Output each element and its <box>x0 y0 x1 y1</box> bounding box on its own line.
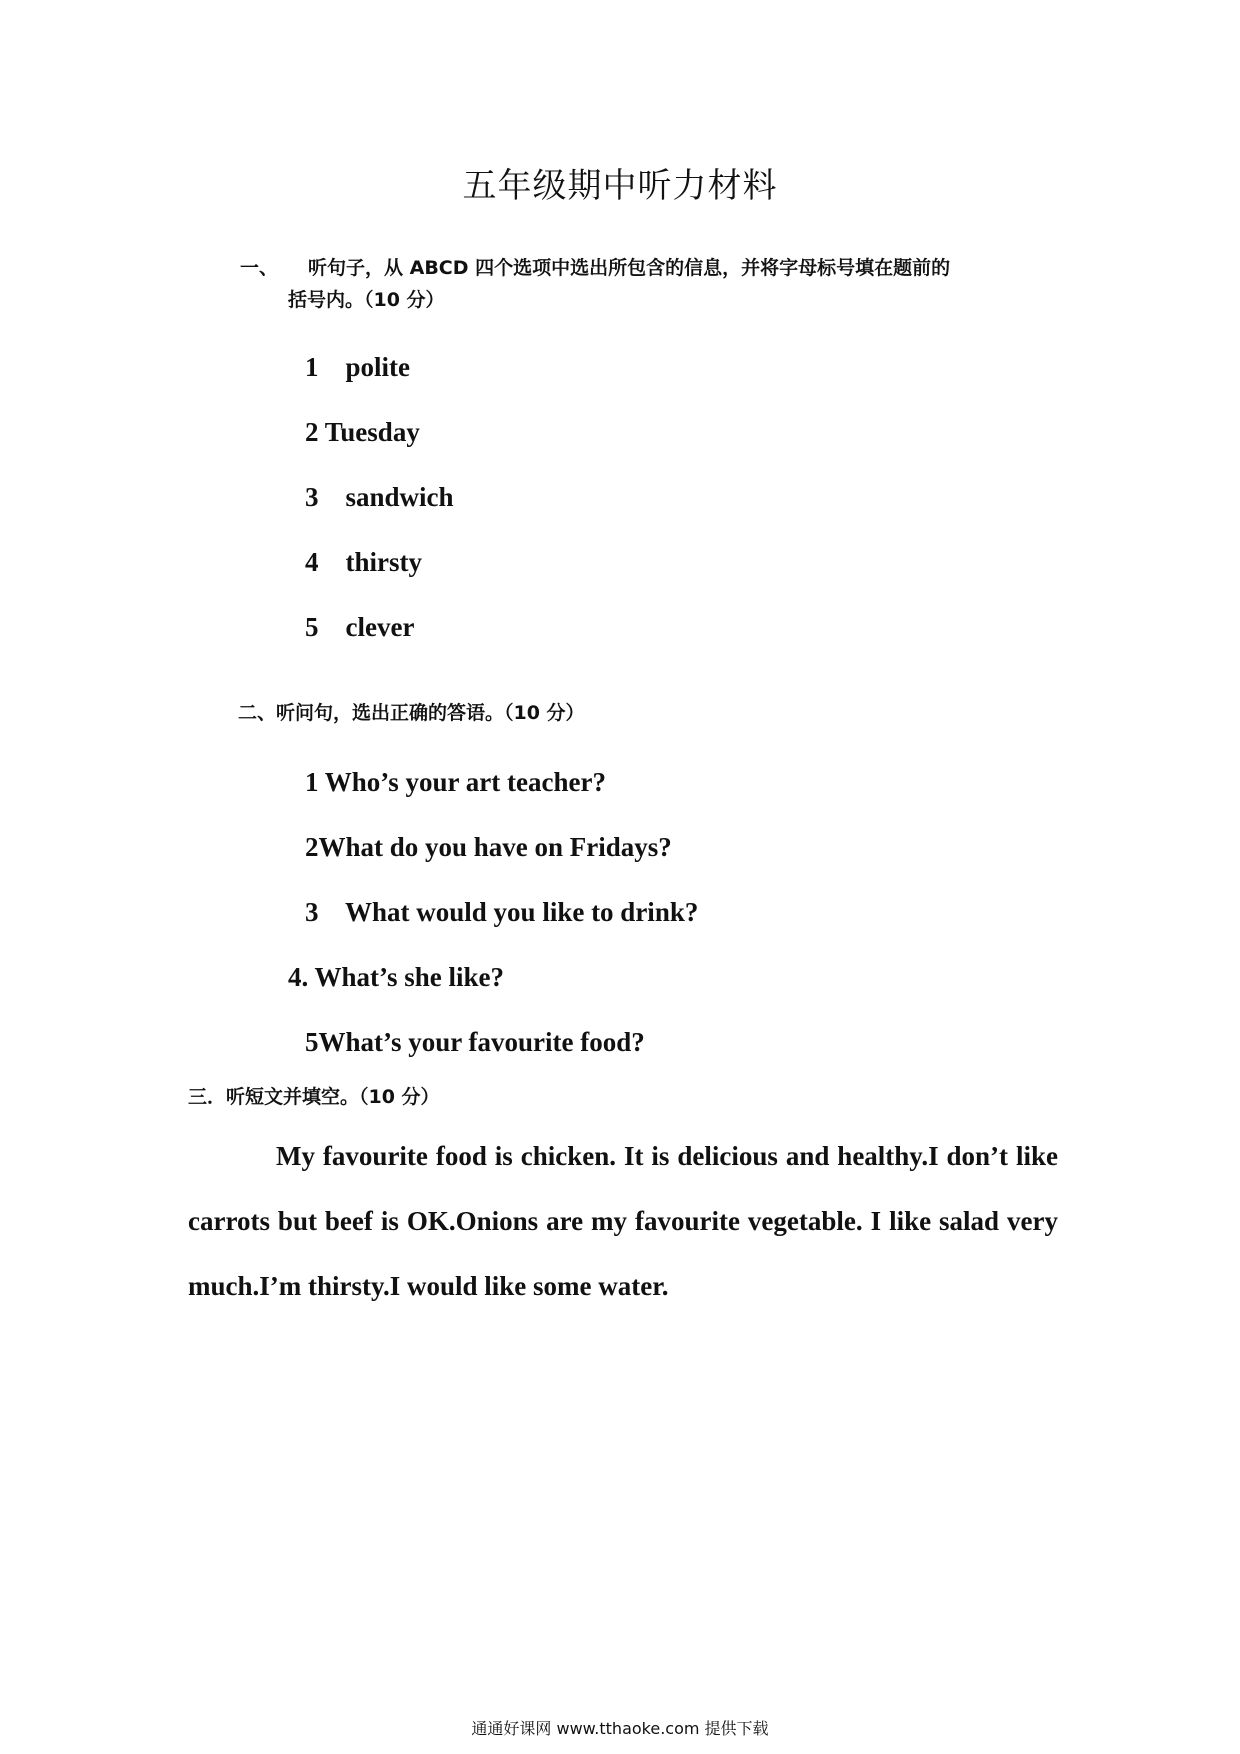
section2-item-2: 2What do you have on Fridays? <box>305 832 672 862</box>
section1-instruction-line1: 听句子，从 ABCD 四个选项中选出所包含的信息，并将字母标号填在题前的 <box>308 257 951 279</box>
section1-item-2: 2 Tuesday <box>305 417 420 447</box>
section1-item-4: 4 thirsty <box>305 547 422 577</box>
section2-item-4: 4. What’s she like? <box>288 962 505 992</box>
passage-text: My favourite food is chicken. It is delicious and healthy.I don’t like carrots but beef is OK.Onions are my favourite vegetable. I like salad very much.I’m thirsty.I would like some water. <box>188 1141 1058 1301</box>
section1-instruction-line2: 括号内。（10 分） <box>288 289 445 311</box>
section2-item-1: 1 Who’s your art teacher? <box>305 767 606 797</box>
section2-item-5: 5What’s your favourite food? <box>305 1027 645 1057</box>
section2-heading: 二、听问句，选出正确的答语。（10 分） <box>238 702 585 724</box>
page-title: 五年级期中听力材料 <box>462 166 778 206</box>
section2-item-3: 3 What would you like to drink? <box>305 897 699 927</box>
section3-passage <box>188 1124 1058 1319</box>
section1-item-5: 5 clever <box>305 612 415 642</box>
section3-heading: 三．听短文并填空。（10 分） <box>188 1086 440 1108</box>
page-footer: 通通好课网 www.tthaoke.com 提供下载 <box>471 1719 769 1738</box>
section1-number: 一、 <box>240 257 279 279</box>
section1-item-3: 3 sandwich <box>305 482 454 512</box>
section1-item-1: 1 polite <box>305 352 410 382</box>
